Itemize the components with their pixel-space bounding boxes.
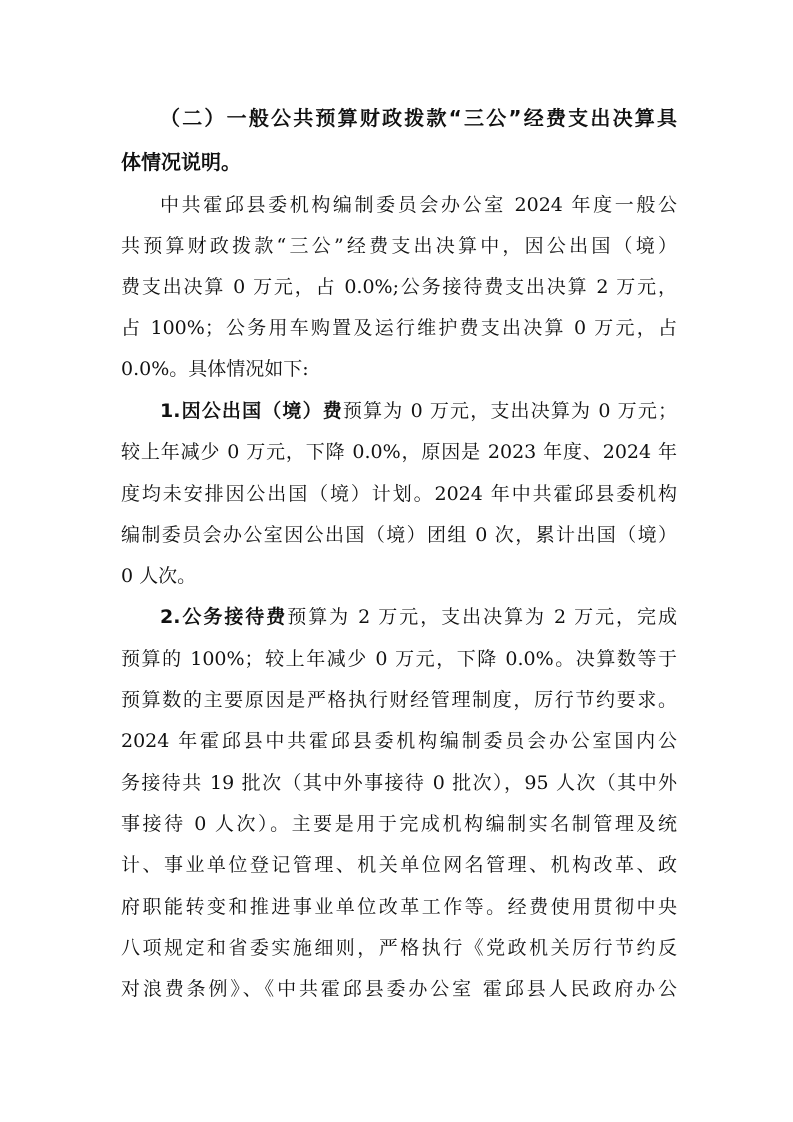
item-2-line-5: 务接待共 19 批次（其中外事接待 0 批次），95 人次（其中外 [121,772,677,794]
item-2-line-3: 预算数的主要原因是严格执行财经管理制度，厉行节约要求。 [121,689,677,711]
item-1-line-5: 0 人次。 [121,565,197,587]
item-2-line-6: 事接待 0 人次）。主要是用于完成机构编制实名制管理及统 [121,813,677,835]
item-1-line-2: 较上年减少 0 万元，下降 0.0%，原因是 2023 年度、2024 年 [121,441,677,463]
item-2-line-10: 对浪费条例》、《中共霍邱县委办公室 霍邱县人民政府办公 [121,978,677,1000]
item-1-line-4: 编制委员会办公室因公出国（境）团组 0 次，累计出国（境） [121,524,677,546]
intro-paragraph-line-3: 费支出决算 0 万元，占 0.0%;公务接待费支出决算 2 万元， [121,276,677,298]
item-1-line-1-text: 预算为 0 万元，支出决算为 0 万元； [342,400,677,422]
item-1-line-3: 度均未安排因公出国（境）计划。2024 年中共霍邱县委机构 [121,483,677,505]
section-heading-line-1: （二）一般公共预算财政拨款“三公”经费支出决算具 [160,106,677,130]
item-2-line-7: 计、事业单位登记管理、机关单位网名管理、机构改革、政 [121,854,677,876]
intro-paragraph-line-5: 0.0%。具体情况如下: [121,358,309,380]
item-2-line-8: 府职能转变和推进事业单位改革工作等。经费使用贯彻中央 [121,896,677,918]
intro-paragraph-line-1: 中共霍邱县委机构编制委员会办公室 2024 年度一般公 [160,194,677,216]
item-1-title: 1.因公出国（境）费 [160,400,343,422]
item-1-line-1 [160,391,677,431]
intro-paragraph-line-4: 占 100%；公务用车购置及运行维护费支出决算 0 万元，占 [121,317,677,339]
section-heading-line-2: 体情况说明。 [121,150,241,174]
item-2-line-4: 2024 年霍邱县中共霍邱县委机构编制委员会办公室国内公 [121,730,677,752]
item-2-line-1 [160,597,677,637]
item-2-line-1-text: 预算为 2 万元，支出决算为 2 万元，完成 [287,606,677,628]
intro-paragraph-line-2: 共预算财政拨款“三公”经费支出决算中，因公出国（境） [121,235,677,257]
item-2-line-2: 预算的 100%；较上年减少 0 万元，下降 0.0%。决算数等于 [121,648,677,670]
item-2-line-9: 八项规定和省委实施细则，严格执行《党政机关厉行节约反 [121,937,677,959]
item-2-title: 2.公务接待费 [160,606,288,628]
